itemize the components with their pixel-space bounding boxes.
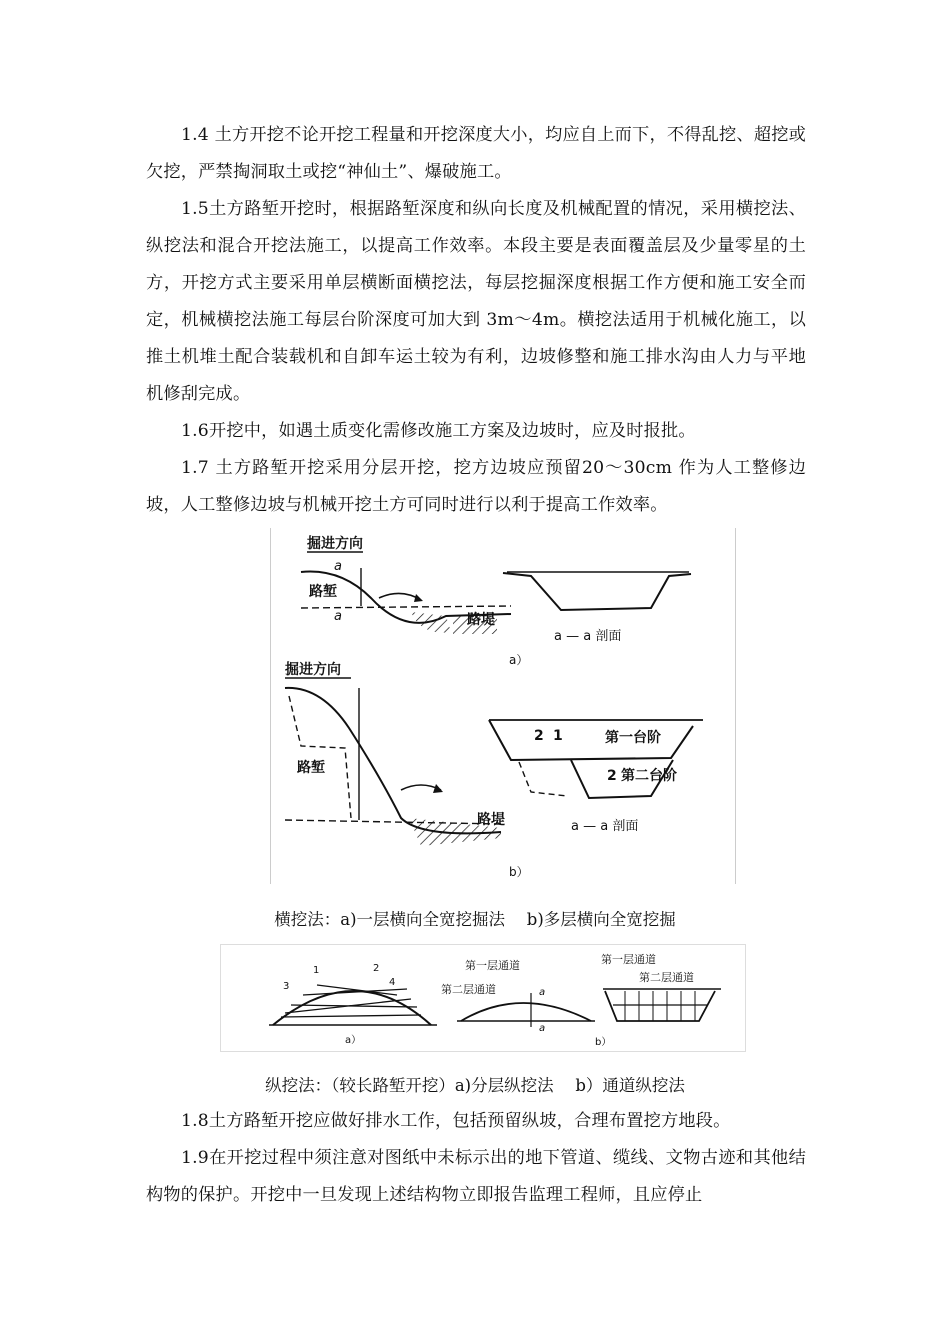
label-step2: 第二台阶 <box>621 768 677 784</box>
label-layer2-b: 第二层通道 <box>639 971 694 984</box>
figure-transverse-excavation <box>270 528 736 884</box>
sub-label-2a: a） <box>345 1035 362 1046</box>
num-3-a: 3 <box>283 981 290 992</box>
label-layer2: 第二层通道 <box>441 983 496 996</box>
paragraph-1-7: 1.7 土方路堑开挖采用分层开挖，挖方边坡应预留20～30cm 作为人工整修边坡，人工整修边坡与机械开挖土方可同时进行以利于提高工作效率。 <box>146 458 806 515</box>
label-a-2-bottom: a <box>539 1023 546 1034</box>
paragraph-1-5: 1.5土方路堑开挖时，根据路堑深度和纵向长度及机械配置的情况，采用横挖法、纵挖法和混合开挖法施工，以提高工作效率。本段主要是表面覆盖层及少量零星的土方，开挖方式主要采用单层横断面横挖法，每层挖掘深度根据工作方便和施工安全而定，机械横挖法施工每层台阶深度可加大到 3m～4m。横挖法适用于机械化施工，以推土机堆土配合装载机和自卸车运土较为有利，边坡修整和施工排水沟由人力与平地机修刮完成。 <box>146 199 806 404</box>
label-fill-b: 路堤 <box>477 812 505 828</box>
label-cut-a: 路堑 <box>309 584 337 600</box>
figure-longitudinal-drawing <box>221 945 745 1051</box>
label-a-top: a <box>334 559 342 574</box>
figure-longitudinal-caption: 纵挖法：（较长路堑开挖）a)分层纵挖法 b）通道纵挖法 <box>265 1076 685 1095</box>
paragraph-1-6: 1.6开挖中，如遇土质变化需修改施工方案及边坡时，应及时报批。 <box>181 421 696 441</box>
label-cut-b: 路堑 <box>297 760 325 776</box>
figure-longitudinal-excavation <box>220 944 746 1052</box>
paragraph-1-4: 1.4 土方开挖不论开挖工程量和开挖深度大小，均应自上而下，不得乱挖、超挖或欠挖，严禁掏洞取土或挖“神仙土”、爆破施工。 <box>146 125 806 182</box>
label-step1: 第一台阶 <box>605 730 661 746</box>
num-2-a: 2 <box>373 963 380 974</box>
sub-label-b: b） <box>509 865 529 879</box>
label-a-bottom: a <box>334 609 342 624</box>
label-fill-a: 路堤 <box>467 612 495 628</box>
label-direction-a: 掘进方向 <box>307 536 363 552</box>
label-direction-b: 掘进方向 <box>285 662 341 678</box>
num-2-step2: 2 <box>607 768 617 784</box>
num-4-a: 4 <box>389 977 396 988</box>
paragraph-1-8: 1.8土方路堑开挖应做好排水工作，包括预留纵坡，合理布置挖方地段。 <box>181 1111 731 1131</box>
paragraph-1-9: 1.9在开挖过程中须注意对图纸中未标示出的地下管道、缆线、文物古迹和其他结构物的保护。开挖中一旦发现上述结构物立即报告监理工程师，且应停止 <box>146 1148 806 1205</box>
sub-label-a: a） <box>509 653 529 667</box>
label-layer1: 第一层通道 <box>465 959 520 972</box>
num-1-b: 1 <box>553 728 563 744</box>
figure-transverse-drawing <box>271 528 735 884</box>
label-a-2-top: a <box>539 987 546 998</box>
figure-transverse-caption: 横挖法：a)一层横向全宽挖掘法 b)多层横向全宽挖掘 <box>274 910 676 929</box>
num-2-b: 2 <box>534 728 544 744</box>
label-layer1-b: 第一层通道 <box>601 953 656 966</box>
section-a: a — a 剖面 <box>554 629 622 644</box>
section-b: a — a 剖面 <box>571 819 639 834</box>
num-1-a: 1 <box>313 965 320 976</box>
sub-label-2b: b） <box>595 1037 612 1048</box>
